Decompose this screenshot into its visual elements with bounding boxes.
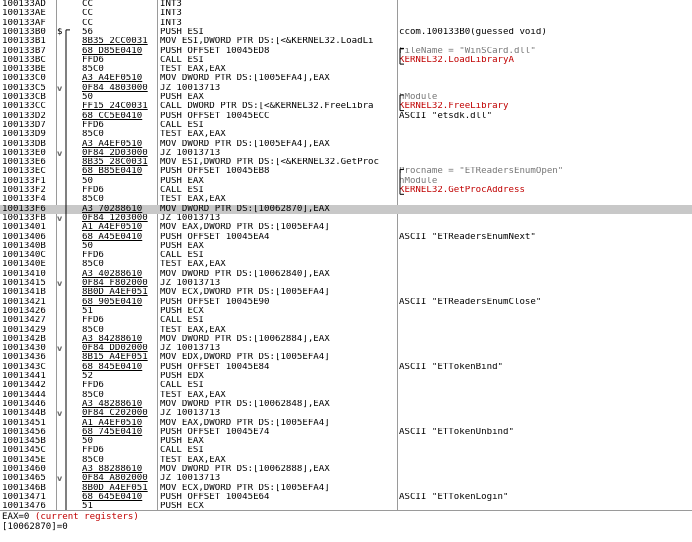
row-address: 100133D9 xyxy=(2,130,46,140)
row-instruction: MOV EAX,DWORD PTR DS:[1005EFA4] xyxy=(160,223,330,233)
row-hex-bytes: 85C0 xyxy=(82,455,104,465)
row-address: 10013421 xyxy=(2,297,46,307)
row-address: 100133F4 xyxy=(2,195,46,205)
row-instruction: TEST EAX,EAX xyxy=(160,65,226,75)
row-hex-bytes: A3 48288610 xyxy=(82,399,143,409)
row-address: 100133B7 xyxy=(2,46,46,56)
row-address: 1001345C xyxy=(2,446,46,456)
row-marker: v xyxy=(57,474,63,484)
row-address: 100133B0 xyxy=(2,27,46,37)
row-hex-bytes: 0F84 F802000 xyxy=(82,279,148,288)
row-address: 1001341B xyxy=(2,288,46,298)
row-hex-bytes: A3 40288610 xyxy=(82,269,143,279)
row-instruction: INT3 xyxy=(160,9,182,19)
row-hex-bytes: A1 A4EF0510 xyxy=(82,418,143,428)
row-hex-bytes: 0F84 2D03000 xyxy=(82,148,148,158)
row-instruction: TEST EAX,EAX xyxy=(160,130,226,140)
row-instruction: PUSH ESI xyxy=(160,27,204,37)
row-instruction: MOV DWORD PTR DS:[10062840],EAX xyxy=(160,269,330,279)
row-instruction: PUSH OFFSET 10045E74 xyxy=(160,427,270,437)
row-address: 100133B1 xyxy=(2,37,46,47)
row-address: 10013465 xyxy=(2,474,46,484)
row-instruction: PUSH OFFSET 10045E84 xyxy=(160,362,270,372)
row-address: 10013446 xyxy=(2,399,46,409)
row-address: 10013471 xyxy=(2,492,46,502)
row-hex-bytes: FF15 24C0031 xyxy=(82,102,148,112)
row-hex-bytes: A3 A4EF0510 xyxy=(82,139,143,149)
row-instruction: CALL ESI xyxy=(160,251,204,261)
row-instruction: MOV ESI,DWORD PTR DS:[<&KERNEL32.GetProc xyxy=(160,158,379,168)
row-hex-bytes: 50 xyxy=(82,176,93,186)
row-instruction: PUSH OFFSET 10045E64 xyxy=(160,492,270,502)
row-address: 100133DB xyxy=(2,139,46,149)
info-divider xyxy=(0,510,692,511)
row-hex-bytes: 68 B85E0410 xyxy=(82,167,143,177)
row-comment: FileName = "WinSCard.dll" xyxy=(399,46,536,56)
row-address: 10013436 xyxy=(2,353,46,363)
row-address: 100133C5 xyxy=(2,83,46,93)
row-instruction: JZ 10013713 xyxy=(160,474,221,484)
row-hex-bytes: 8B15 A4EF051 xyxy=(82,353,148,363)
row-instruction: CALL DWORD PTR DS:[<&KERNEL32.FreeLibra xyxy=(160,102,374,112)
row-instruction: CALL ESI xyxy=(160,120,204,130)
row-instruction: PUSH ECX xyxy=(160,502,204,510)
row-hex-bytes: A3 A4EF0510 xyxy=(82,74,143,84)
row-hex-bytes: FFD6 xyxy=(82,251,104,261)
row-address: 100133F6 xyxy=(2,204,46,214)
row-instruction: MOV ECX,DWORD PTR DS:[1005EFA4] xyxy=(160,483,330,493)
row-comment: KERNEL32.LoadLibraryA xyxy=(399,55,514,65)
info-register-note: (current registers) xyxy=(34,512,139,522)
row-instruction: TEST EAX,EAX xyxy=(160,325,226,335)
row-marker: v xyxy=(57,279,63,288)
row-address: 100133BC xyxy=(2,55,46,65)
row-instruction: MOV DWORD PTR DS:[1005EFA4],EAX xyxy=(160,139,330,149)
row-comment: ASCII "ETReadersEnumClose" xyxy=(399,297,542,307)
row-instruction: INT3 xyxy=(160,0,182,9)
row-comment: hModule xyxy=(399,93,438,102)
row-address: 1001345B xyxy=(2,437,46,447)
row-hex-bytes: A3 70288610 xyxy=(82,204,143,214)
row-hex-bytes: 56 xyxy=(82,27,93,37)
row-instruction: PUSH EAX xyxy=(160,437,204,447)
row-instruction: PUSH OFFSET 10045ECC xyxy=(160,111,270,121)
row-instruction: PUSH OFFSET 10045ED8 xyxy=(160,46,270,56)
row-instruction: CALL ESI xyxy=(160,446,204,456)
row-instruction: JZ 10013713 xyxy=(160,83,221,93)
row-address: 10013476 xyxy=(2,502,46,510)
row-marker: v xyxy=(57,409,63,419)
row-hex-bytes: 50 xyxy=(82,437,93,447)
row-instruction: JZ 10013713 xyxy=(160,409,221,419)
row-hex-bytes: 51 xyxy=(82,502,93,510)
row-instruction: PUSH ECX xyxy=(160,306,204,316)
row-address: 10013451 xyxy=(2,418,46,428)
row-hex-bytes: CC xyxy=(82,0,93,9)
row-address: 10013406 xyxy=(2,232,46,242)
row-comment: ASCII "ETTokenLogin" xyxy=(399,492,509,502)
row-comment: Procname = "ETReadersEnumOpen" xyxy=(399,167,564,177)
row-hex-bytes: 8B35 2CC0031 xyxy=(82,37,148,47)
row-marker: $ xyxy=(57,27,63,37)
row-address: 100133AF xyxy=(2,18,46,28)
row-hex-bytes: 0F84 4803000 xyxy=(82,83,148,93)
row-hex-bytes: 68 745E0410 xyxy=(82,427,143,437)
row-comment: ccom.100133B0(guessed void) xyxy=(399,27,547,37)
row-comment: hModule xyxy=(399,176,438,186)
row-marker: v xyxy=(57,83,63,93)
row-hex-bytes: 0F84 1203000 xyxy=(82,213,148,223)
row-instruction: PUSH OFFSET 10045EA4 xyxy=(160,232,270,242)
row-hex-bytes: 52 xyxy=(82,372,93,381)
row-address: 1001345E xyxy=(2,455,46,465)
row-address: 1001346B xyxy=(2,483,46,493)
row-hex-bytes: FFD6 xyxy=(82,446,104,456)
row-instruction: PUSH EAX xyxy=(160,176,204,186)
row-instruction: PUSH EAX xyxy=(160,93,204,102)
row-hex-bytes: 50 xyxy=(82,93,93,102)
row-address: 1001340B xyxy=(2,241,46,251)
row-hex-bytes: 68 CC5E0410 xyxy=(82,111,143,121)
row-hex-bytes: 85C0 xyxy=(82,390,104,400)
row-instruction: CALL ESI xyxy=(160,186,204,195)
row-hex-bytes: CC xyxy=(82,18,93,28)
row-address: 100133AE xyxy=(2,9,46,19)
row-address: 10013427 xyxy=(2,316,46,326)
row-instruction: TEST EAX,EAX xyxy=(160,260,226,270)
row-instruction: CALL ESI xyxy=(160,316,204,326)
row-instruction: MOV DWORD PTR DS:[10062870],EAX xyxy=(160,204,330,214)
row-address: 100133D2 xyxy=(2,111,46,121)
row-hex-bytes: FFD6 xyxy=(82,120,104,130)
row-address: 100133D7 xyxy=(2,120,46,130)
row-hex-bytes: 0F84 A802000 xyxy=(82,474,148,484)
row-address: 10013442 xyxy=(2,381,46,391)
row-address: 1001343C xyxy=(2,362,46,372)
row-instruction: TEST EAX,EAX xyxy=(160,195,226,205)
row-instruction: JZ 10013713 xyxy=(160,279,221,288)
row-hex-bytes: 68 645E0410 xyxy=(82,492,143,502)
row-hex-bytes: 85C0 xyxy=(82,130,104,140)
row-address: 1001342B xyxy=(2,334,46,344)
row-instruction: MOV EAX,DWORD PTR DS:[1005EFA4] xyxy=(160,418,330,428)
row-hex-bytes: 0F84 C202000 xyxy=(82,409,148,419)
row-hex-bytes: FFD6 xyxy=(82,186,104,195)
row-instruction: MOV DWORD PTR DS:[1005EFA4],EAX xyxy=(160,74,330,84)
row-instruction: MOV DWORD PTR DS:[10062848],EAX xyxy=(160,399,330,409)
info-line-2: [10062870]=0 xyxy=(2,522,68,532)
row-instruction: MOV DWORD PTR DS:[10062884],EAX xyxy=(160,334,330,344)
row-hex-bytes: 8B0D A4EF051 xyxy=(82,483,148,493)
row-hex-bytes: 68 A45E0410 xyxy=(82,232,143,242)
row-address: 100133F2 xyxy=(2,186,46,195)
row-hex-bytes: A1 A4EF0510 xyxy=(82,223,143,233)
row-hex-bytes: 85C0 xyxy=(82,260,104,270)
row-address: 100133CC xyxy=(2,102,46,112)
row-address: 100133E6 xyxy=(2,158,46,168)
row-comment: ASCII "ETReadersEnumNext" xyxy=(399,232,536,242)
row-address: 10013430 xyxy=(2,344,46,354)
row-instruction: PUSH EDX xyxy=(160,372,204,381)
row-instruction: MOV ECX,DWORD PTR DS:[1005EFA4] xyxy=(160,288,330,298)
row-instruction: PUSH OFFSET 10045E90 xyxy=(160,297,270,307)
row-comment: ASCII "ETTokenUnbind" xyxy=(399,427,514,437)
row-address: 10013444 xyxy=(2,390,46,400)
row-hex-bytes: FFD6 xyxy=(82,316,104,326)
row-hex-bytes: 68 D85E0410 xyxy=(82,46,143,56)
row-hex-bytes: 8B0D A4EF051 xyxy=(82,288,148,298)
row-hex-bytes: A3 88288610 xyxy=(82,465,143,474)
row-hex-bytes: FFD6 xyxy=(82,381,104,391)
row-instruction: MOV DWORD PTR DS:[10062888],EAX xyxy=(160,465,330,474)
row-address: 10013460 xyxy=(2,465,46,474)
row-address: 10013410 xyxy=(2,269,46,279)
row-marker: v xyxy=(57,344,63,354)
row-marker: v xyxy=(57,148,63,158)
row-instruction: TEST EAX,EAX xyxy=(160,455,226,465)
row-address: 100133CB xyxy=(2,93,46,102)
row-hex-bytes: 68 905E0410 xyxy=(82,297,143,307)
row-address: 10013415 xyxy=(2,279,46,288)
row-instruction: JZ 10013713 xyxy=(160,344,221,354)
row-hex-bytes: 51 xyxy=(82,306,93,316)
row-address: 10013441 xyxy=(2,372,46,381)
row-hex-bytes: 85C0 xyxy=(82,195,104,205)
row-address: 10013426 xyxy=(2,306,46,316)
row-address: 100133AD xyxy=(2,0,46,9)
row-address: 1001340C xyxy=(2,251,46,261)
row-instruction: INT3 xyxy=(160,18,182,28)
row-instruction: CALL ESI xyxy=(160,381,204,391)
info-register-value: EAX=0 xyxy=(2,512,30,522)
row-instruction: JZ 10013713 xyxy=(160,148,221,158)
row-address: 10013456 xyxy=(2,427,46,437)
row-instruction: MOV EDX,DWORD PTR DS:[1005EFA4] xyxy=(160,353,330,363)
row-instruction: MOV ESI,DWORD PTR DS:[<&KERNEL32.LoadLi xyxy=(160,37,374,47)
row-comment: KERNEL32.FreeLibrary xyxy=(399,102,509,112)
row-comment: ASCII "etsdk.dll" xyxy=(399,111,493,121)
row-hex-bytes: 0F84 DD02000 xyxy=(82,344,148,354)
row-address: 100133E0 xyxy=(2,148,46,158)
row-address: 100133EC xyxy=(2,167,46,177)
row-hex-bytes: 8B35 28C0031 xyxy=(82,158,148,168)
row-address: 1001340E xyxy=(2,260,46,270)
row-hex-bytes: 85C0 xyxy=(82,65,104,75)
row-address: 1001344B xyxy=(2,409,46,419)
row-address: 100133C0 xyxy=(2,74,46,84)
row-hex-bytes: A3 84288610 xyxy=(82,334,143,344)
row-hex-bytes: CC xyxy=(82,9,93,19)
row-instruction: JZ 10013713 xyxy=(160,213,221,223)
row-marker: v xyxy=(57,213,63,223)
row-comment: ASCII "ETTokenBind" xyxy=(399,362,504,372)
row-address: 100133FB xyxy=(2,213,46,223)
row-instruction: TEST EAX,EAX xyxy=(160,390,226,400)
row-hex-bytes: 85C0 xyxy=(82,325,104,335)
row-address: 10013401 xyxy=(2,223,46,233)
row-instruction: PUSH OFFSET 10045EB8 xyxy=(160,167,270,177)
row-address: 100133BE xyxy=(2,65,46,75)
row-address: 10013429 xyxy=(2,325,46,335)
info-line-1 xyxy=(2,512,692,522)
row-address: 100133F1 xyxy=(2,176,46,186)
row-instruction: PUSH EAX xyxy=(160,241,204,251)
row-hex-bytes: FFD6 xyxy=(82,55,104,65)
row-comment: KERNEL32.GetProcAddress xyxy=(399,186,525,195)
row-instruction: CALL ESI xyxy=(160,55,204,65)
row-hex-bytes: 68 845E0410 xyxy=(82,362,143,372)
row-hex-bytes: 50 xyxy=(82,241,93,251)
